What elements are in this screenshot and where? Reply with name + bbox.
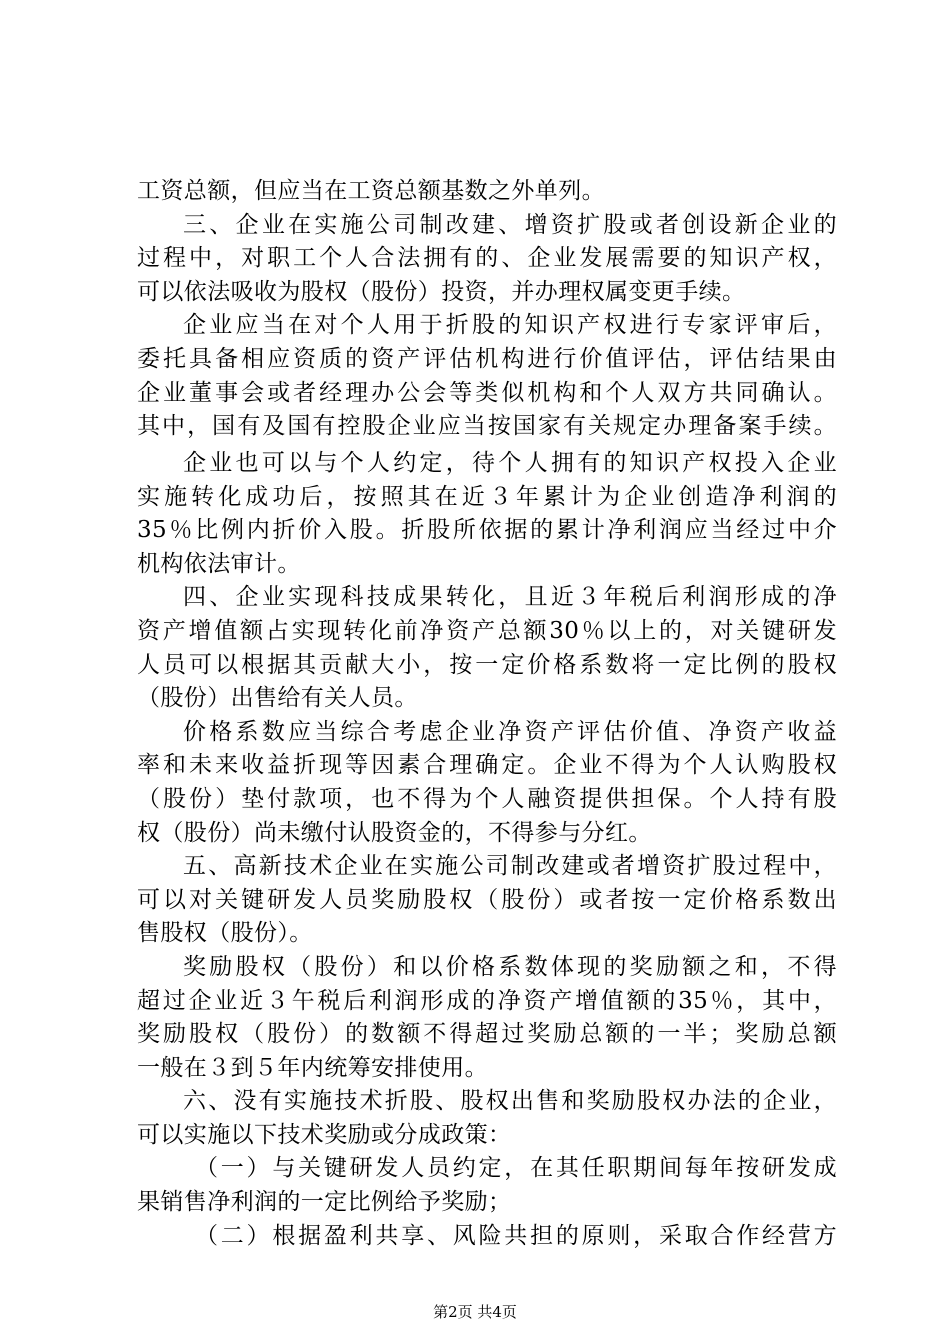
text-block-bottom bbox=[137, 447, 837, 1253]
body-line: 果销售净利润的一定比例给予奖励； bbox=[137, 1189, 512, 1216]
body-line: 人员可以根据其贡献大小，按一定价格系数将一定比例的股权 bbox=[137, 651, 837, 678]
body-line: 可以对关键研发人员奖励股权（股份）或者按一定价格系数出 bbox=[137, 886, 837, 913]
body-line: 率和未来收益折现等因素合理确定。企业不得为个人认购股权 bbox=[137, 752, 837, 779]
body-line: 六、没有实施技术折股、股权出售和奖励股权办法的企业， bbox=[183, 1088, 837, 1115]
body-line: 实施转化成功后，按照其在近３年累计为企业创造净利润的 bbox=[137, 483, 837, 510]
text-block-top bbox=[137, 175, 837, 444]
body-line: （二）根据盈利共享、风险共担的原则，采取合作经营方 bbox=[195, 1222, 837, 1249]
body-line: 企业董事会或者经理办公会等类似机构和个人双方共同确认。 bbox=[137, 379, 837, 406]
body-line: 价格系数应当综合考虑企业净资产评估价值、净资产收益 bbox=[183, 718, 837, 745]
body-line: 一般在３到５年内统筹安排使用。 bbox=[137, 1054, 488, 1081]
body-line: 五、高新技术企业在实施公司制改建或者增资扩股过程中， bbox=[183, 853, 837, 880]
body-line: 其中，国有及国有控股企业应当按国家有关规定办理备案手续。 bbox=[137, 413, 837, 440]
body-line: （一）与关键研发人员约定，在其任职期间每年按研发成 bbox=[195, 1155, 837, 1182]
body-line: 委托具备相应资质的资产评估机构进行价值评估，评估结果由 bbox=[137, 345, 837, 372]
body-line: 企业应当在对个人用于折股的知识产权进行专家评审后， bbox=[183, 312, 837, 339]
page-number-footer: 第2页 共4页 bbox=[433, 1303, 517, 1321]
body-line: 工资总额，但应当在工资总额基数之外单列。 bbox=[137, 178, 605, 204]
body-line: 四、企业实现科技成果转化，且近３年税后利润形成的净 bbox=[183, 584, 837, 611]
body-line: 35％比例内折价入股。折股所依据的累计净利润应当经过中介 bbox=[137, 517, 837, 544]
body-line: 三、企业在实施公司制改建、增资扩股或者创设新企业的 bbox=[183, 211, 837, 238]
body-line: 可以实施以下技术奖励或分成政策： bbox=[137, 1121, 512, 1148]
body-line: 超过企业近３午税后利润形成的净资产增值额的35％，其中， bbox=[137, 987, 837, 1014]
body-line: 机构依法审计。 bbox=[137, 550, 301, 577]
body-line: 企业也可以与个人约定，待个人拥有的知识产权投入企业 bbox=[183, 450, 837, 476]
body-line: 过程中，对职工个人合法拥有的、企业发展需要的知识产权， bbox=[137, 245, 837, 272]
body-line: （股份）垫付款项，也不得为个人融资提供担保。个人持有股 bbox=[137, 785, 837, 812]
body-line: 售股权（股份）。 bbox=[137, 920, 313, 947]
body-line: 奖励股权（股份）和以价格系数体现的奖励额之和，不得 bbox=[183, 953, 837, 980]
body-line: 权（股份）尚未缴付认股资金的，不得参与分红。 bbox=[137, 819, 652, 846]
body-line: （股份）出售给有关人员。 bbox=[137, 685, 418, 712]
body-line: 奖励股权（股份）的数额不得超过奖励总额的一半；奖励总额 bbox=[137, 1021, 837, 1048]
body-line: 资产增值额占实现转化前净资产总额30％以上的，对关键研发 bbox=[137, 617, 837, 644]
body-line: 可以依法吸收为股权（股份）投资，并办理权属变更手续。 bbox=[137, 278, 746, 305]
